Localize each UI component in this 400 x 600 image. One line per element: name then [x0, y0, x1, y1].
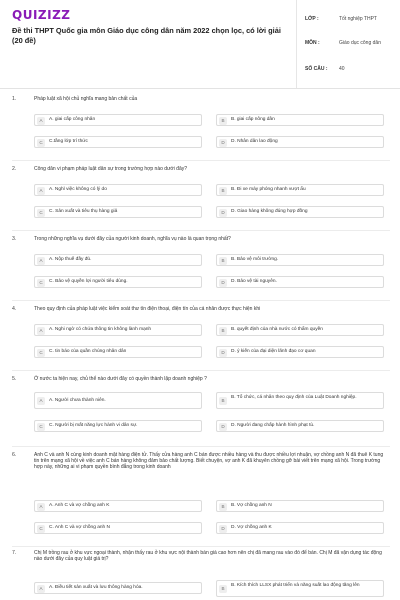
option-badge: C — [37, 525, 45, 533]
option-text: B. Vợ chồng anh N — [231, 503, 272, 508]
question-number: 4. — [12, 306, 17, 312]
option-d[interactable] — [216, 420, 384, 432]
question-text: Chị M trồng rau ở khu vực ngoại thành, nhận thấy rau ở khu vực nội thành bán giá cao hơn nên chị đã mang rau vào đó để bán. Chị M đã vận dụng tác động nào dưới đây của quy luật giá trị? — [34, 550, 382, 562]
option-b[interactable] — [216, 254, 384, 266]
option-badge: D — [219, 349, 227, 357]
option-text: C. Bảo vệ quyền lợi người tiêu dùng. — [49, 279, 128, 284]
option-text: B. Kích thích LLSX phát triển và năng suất lao động tăng lên — [231, 583, 360, 588]
question-text: Ở nước ta hiện nay, chủ thể nào dưới đây có quyền thành lập doanh nghiệp ? — [34, 376, 207, 382]
divider — [12, 160, 390, 161]
option-badge: C — [37, 423, 45, 431]
question-number: 5. — [12, 376, 17, 382]
divider — [12, 230, 390, 231]
option-text: A. Người chưa thành niên. — [49, 398, 106, 403]
option-badge: D — [219, 423, 227, 431]
page-title: Đề thi THPT Quốc gia môn Giáo dục công dân năm 2022 chọn lọc, có lời giải (20 đề) — [12, 26, 281, 45]
meta-value-lop: Tốt nghiệp THPT — [339, 16, 377, 22]
option-c[interactable] — [34, 420, 202, 432]
option-badge: B — [219, 327, 227, 335]
option-c[interactable] — [34, 346, 202, 358]
option-c[interactable] — [34, 206, 202, 218]
option-text: B. Đi xe máy phóng nhanh vượt ẩu — [231, 187, 306, 192]
option-badge: B — [219, 257, 227, 265]
option-c[interactable] — [34, 522, 202, 534]
question-number: 3. — [12, 236, 17, 242]
option-badge: B — [219, 397, 227, 405]
option-text: B. Tổ chức, cá nhân theo quy định của Luật Doanh nghiệp. — [231, 395, 357, 400]
option-a[interactable] — [34, 184, 202, 196]
option-badge: D — [219, 209, 227, 217]
meta-value-mon: Giáo dục công dân — [339, 40, 381, 46]
option-c[interactable] — [34, 136, 202, 148]
option-b[interactable] — [216, 392, 384, 409]
option-text: A. Nộp thuế đầy đủ. — [49, 257, 92, 262]
option-badge: A — [37, 397, 45, 405]
option-badge: B — [219, 585, 227, 593]
question-2 — [12, 166, 392, 226]
option-text: C. Người bị mất năng lực hành vi dân sự. — [49, 423, 138, 428]
option-badge: B — [219, 117, 227, 125]
option-badge: C — [37, 209, 45, 217]
option-d[interactable] — [216, 276, 384, 288]
option-badge: C — [37, 279, 45, 287]
option-badge: A — [37, 187, 45, 195]
option-text: A. Nghỉ việc không có lý do — [49, 187, 107, 192]
option-a[interactable] — [34, 582, 202, 594]
option-text: D. Bảo vệ tài nguyên. — [231, 279, 277, 284]
option-text: D. ý kiến của đại diện lãnh đạo cơ quan — [231, 349, 316, 354]
option-c[interactable] — [34, 276, 202, 288]
option-b[interactable] — [216, 500, 384, 512]
option-badge: C — [37, 139, 45, 147]
meta-value-socau: 40 — [339, 66, 345, 72]
option-d[interactable] — [216, 522, 384, 534]
divider — [12, 446, 390, 447]
option-text: D. Người đang chấp hành hình phạt tù. — [231, 423, 315, 428]
meta-label-socau: SỐ CÂU : — [305, 66, 328, 72]
option-badge: A — [37, 117, 45, 125]
option-a[interactable] — [34, 254, 202, 266]
option-text: D. Giao hàng không đúng hợp đồng — [231, 209, 308, 214]
meta-label-mon: MÔN : — [305, 40, 320, 46]
worksheet-header — [0, 0, 400, 89]
meta-label-lop: LỚP : — [305, 16, 319, 22]
option-text: B. giai cấp nông dân — [231, 117, 275, 122]
option-text: C. Anh C và vợ chồng anh N — [49, 525, 111, 530]
option-text: B. Bảo vệ môi trường. — [231, 257, 279, 262]
question-number: 7. — [12, 550, 17, 556]
question-3 — [12, 236, 392, 296]
divider — [12, 546, 390, 547]
question-number: 6. — [12, 452, 17, 458]
option-text: D. Vợ chồng anh K — [231, 525, 272, 530]
option-d[interactable] — [216, 346, 384, 358]
question-7 — [12, 550, 392, 600]
option-b[interactable] — [216, 580, 384, 597]
question-4 — [12, 306, 392, 366]
question-1 — [12, 96, 392, 156]
question-number: 2. — [12, 166, 17, 172]
divider — [12, 370, 390, 371]
option-a[interactable] — [34, 324, 202, 336]
option-badge: C — [37, 349, 45, 357]
option-badge: A — [37, 327, 45, 335]
option-text: A. Điều tiết sản xuất và lưu thông hàng hóa. — [49, 585, 143, 590]
option-badge: D — [219, 525, 227, 533]
divider — [12, 300, 390, 301]
option-text: B. quyết định của nhà nước có thẩm quyền — [231, 327, 323, 332]
option-a[interactable] — [34, 392, 202, 409]
option-text: C.tầng lớp trí thức — [49, 139, 88, 144]
option-text: A. giai cấp công nhân — [49, 117, 96, 122]
option-text: A. Nghi ngờ có chứa thông tin không lành mạnh — [49, 327, 152, 332]
question-text: Công dân vi phạm pháp luật dân sự trong trường hợp nào dưới đây? — [34, 166, 188, 172]
question-5 — [12, 376, 392, 442]
question-text: Anh C và anh N cùng kinh doanh mặt hàng điện tử. Thấy cửa hàng anh C bán được nhiều hàng và thu được nhiều lợi nhuận, vợ chồng anh N đã thuê K tung tin trên mạng xã hội về việc anh C bán hàng không đảm bảo chất lượng. Biết chuyện, vợ anh K đã khuyên chồng gỡ bài viết trên mạng xã hội. Trong trường hợp này, những ai vi phạm quyền bình đẳng trong kinh doanh — [34, 452, 384, 470]
option-text: C. Sản xuất và tiêu thụ hàng giả — [49, 209, 118, 214]
question-text: Theo quy định của pháp luật việc kiểm soát thư tín điện thoại, điện tín của cá nhân được thực hiện khi — [34, 306, 261, 312]
option-a[interactable] — [34, 114, 202, 126]
question-text: Trong những nghĩa vụ dưới đây của người kinh doanh, nghĩa vụ nào là quan trọng nhất? — [34, 236, 231, 242]
question-6 — [12, 452, 392, 544]
option-badge: B — [219, 503, 227, 511]
option-badge: D — [219, 279, 227, 287]
option-text: C. tin báo của quần chúng nhân dân — [49, 349, 127, 354]
option-a[interactable] — [34, 500, 202, 512]
option-text: A. Anh C và vợ chồng anh K — [49, 503, 110, 508]
option-d[interactable] — [216, 136, 384, 148]
option-d[interactable] — [216, 206, 384, 218]
option-text: D. Nhân dân lao động — [231, 139, 278, 144]
question-number: 1. — [12, 96, 17, 102]
meta-panel — [296, 0, 400, 88]
option-b[interactable] — [216, 184, 384, 196]
quizizz-logo: QUIZIZZ — [12, 8, 71, 22]
option-badge: A — [37, 585, 45, 593]
option-b[interactable] — [216, 114, 384, 126]
question-text: Pháp luật xã hội chủ nghĩa mang bản chất của — [34, 96, 138, 102]
option-b[interactable] — [216, 324, 384, 336]
option-badge: A — [37, 503, 45, 511]
option-badge: A — [37, 257, 45, 265]
option-badge: D — [219, 139, 227, 147]
option-badge: B — [219, 187, 227, 195]
